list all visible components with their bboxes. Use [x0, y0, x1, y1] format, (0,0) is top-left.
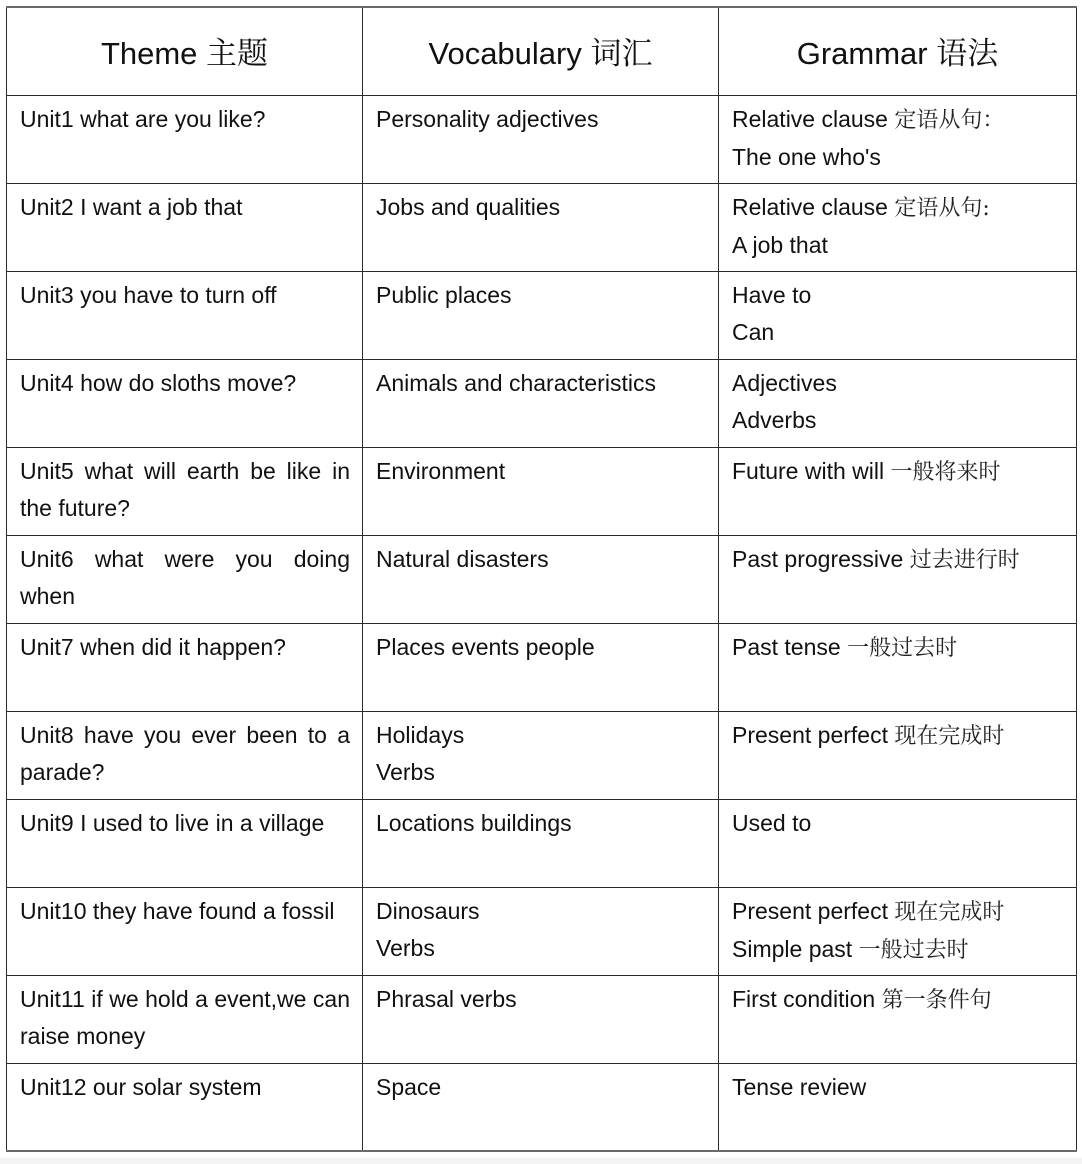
grammar-line: [732, 101, 1064, 140]
vocabulary-line: Verbs: [376, 935, 435, 961]
grammar-en: First condition: [732, 985, 882, 1012]
table-row: [7, 447, 1077, 535]
cell-vocabulary: [363, 271, 719, 359]
cell-theme: Unit1 what are you like?: [7, 95, 363, 183]
table-row: [7, 623, 1077, 711]
cell-vocabulary: [363, 183, 719, 271]
grammar-en: Relative clause: [732, 105, 895, 132]
grammar-line: [732, 805, 1064, 843]
cell-vocabulary: [363, 623, 719, 711]
cell-grammar: [719, 799, 1077, 887]
cell-vocabulary: [363, 535, 719, 623]
grammar-line: [732, 139, 1064, 177]
cell-vocabulary: [363, 975, 719, 1063]
table-row: [7, 95, 1077, 183]
vocabulary-line: Jobs and qualities: [376, 193, 561, 220]
cell-grammar: [719, 975, 1077, 1063]
header-theme-zh: 主题: [206, 36, 269, 71]
grammar-en: Used to: [732, 809, 812, 836]
cell-grammar: [719, 447, 1077, 535]
cell-grammar: [719, 95, 1077, 183]
cell-theme: Unit9 I used to live in a village: [7, 799, 363, 887]
grammar-en: A job that: [732, 232, 828, 258]
table-row: [7, 1063, 1077, 1151]
grammar-zh: 一般过去时: [847, 635, 958, 661]
grammar-zh: 第一条件句: [881, 987, 992, 1013]
table-row: [7, 271, 1077, 359]
grammar-line: [732, 629, 1064, 668]
grammar-zh: 过去进行时: [909, 547, 1020, 573]
vocabulary-line: Public places: [376, 281, 512, 308]
grammar-en: Tense review: [732, 1073, 867, 1100]
vocabulary-line: Natural disasters: [376, 545, 549, 572]
header-vocabulary: [363, 7, 719, 95]
header-vocabulary-en: Vocabulary: [428, 36, 582, 71]
grammar-line: [732, 717, 1064, 756]
grammar-zh: 现在完成时: [894, 899, 1005, 925]
vocabulary-line: Dinosaurs: [376, 897, 480, 924]
cell-vocabulary: [363, 447, 719, 535]
header-grammar-zh: 语法: [936, 36, 999, 71]
cell-grammar: [719, 711, 1077, 799]
grammar-line: [732, 402, 1064, 440]
table-row: [7, 975, 1077, 1063]
table-body: [7, 95, 1077, 1151]
table-row: [7, 359, 1077, 447]
cell-vocabulary: [363, 799, 719, 887]
vocabulary-line: Verbs: [376, 759, 435, 785]
grammar-line: [732, 314, 1064, 352]
table-row: [7, 887, 1077, 975]
grammar-line: [732, 277, 1064, 315]
grammar-line: [732, 931, 1064, 970]
grammar-en: Past progressive: [732, 545, 910, 572]
grammar-zh: 一般过去时: [858, 938, 969, 963]
vocabulary-line: Environment: [376, 457, 506, 484]
grammar-line: [732, 227, 1064, 265]
cell-theme: Unit8 have you ever been to a parade?: [7, 711, 363, 799]
table-row: [7, 183, 1077, 271]
cell-theme: Unit5 what will earth be like in the future?: [7, 447, 363, 535]
grammar-zh: 定语从句:: [894, 195, 990, 221]
grammar-en: Relative clause: [732, 193, 895, 220]
grammar-en: Have to: [732, 281, 812, 308]
table-row: [7, 711, 1077, 799]
cell-grammar: [719, 887, 1077, 975]
grammar-zh: 一般将来时: [890, 459, 1001, 485]
grammar-line: [732, 1069, 1064, 1107]
grammar-line: [732, 893, 1064, 932]
cell-grammar: [719, 271, 1077, 359]
page-bottom-margin: [0, 1158, 1082, 1164]
grammar-line: [732, 365, 1064, 403]
cell-vocabulary: [363, 711, 719, 799]
cell-theme: Unit11 if we hold a event,we can raise money: [7, 975, 363, 1063]
grammar-en: Simple past: [732, 936, 859, 962]
grammar-en: Adjectives: [732, 369, 837, 396]
grammar-en: The one who's: [732, 144, 881, 170]
cell-grammar: [719, 1063, 1077, 1151]
cell-theme: Unit4 how do sloths move?: [7, 359, 363, 447]
vocabulary-line: Animals and characteristics: [376, 369, 656, 396]
header-grammar: [719, 7, 1077, 95]
cell-theme: Unit3 you have to turn off: [7, 271, 363, 359]
header-theme-en: Theme: [100, 36, 198, 71]
vocabulary-line: Personality adjectives: [376, 105, 599, 132]
grammar-en: Past tense: [732, 633, 848, 660]
cell-theme: Unit12 our solar system: [7, 1063, 363, 1151]
syllabus-table: [6, 6, 1077, 1152]
grammar-en: Present perfect: [732, 721, 895, 748]
grammar-line: [732, 453, 1064, 492]
table-row: [7, 799, 1077, 887]
cell-vocabulary: [363, 1063, 719, 1151]
cell-theme: Unit10 they have found a fossil: [7, 887, 363, 975]
cell-grammar: [719, 359, 1077, 447]
cell-theme: Unit6 what were you doing when: [7, 535, 363, 623]
grammar-en: Present perfect: [732, 897, 895, 924]
vocabulary-line: Locations buildings: [376, 809, 572, 836]
vocabulary-line: Phrasal verbs: [376, 985, 517, 1012]
grammar-zh: 定语从句：: [894, 107, 1005, 133]
cell-grammar: [719, 623, 1077, 711]
cell-theme: Unit7 when did it happen?: [7, 623, 363, 711]
grammar-line: [732, 189, 1064, 228]
cell-vocabulary: [363, 887, 719, 975]
table-row: [7, 535, 1077, 623]
grammar-line: [732, 541, 1064, 580]
grammar-en: Can: [732, 319, 775, 345]
header-vocabulary-zh: 词汇: [590, 36, 653, 71]
grammar-zh: 现在完成时: [894, 723, 1005, 749]
grammar-en: Adverbs: [732, 407, 817, 433]
cell-grammar: [719, 535, 1077, 623]
cell-vocabulary: [363, 95, 719, 183]
grammar-en: Future with will: [732, 457, 891, 484]
vocabulary-line: Space: [376, 1073, 442, 1100]
header-theme: [7, 7, 363, 95]
cell-vocabulary: [363, 359, 719, 447]
cell-grammar: [719, 183, 1077, 271]
vocabulary-line: Holidays: [376, 721, 465, 748]
grammar-line: [732, 981, 1064, 1020]
vocabulary-line: Places events people: [376, 633, 595, 660]
cell-theme: Unit2 I want a job that: [7, 183, 363, 271]
header-grammar-en: Grammar: [796, 36, 928, 71]
header-row: [7, 7, 1077, 95]
